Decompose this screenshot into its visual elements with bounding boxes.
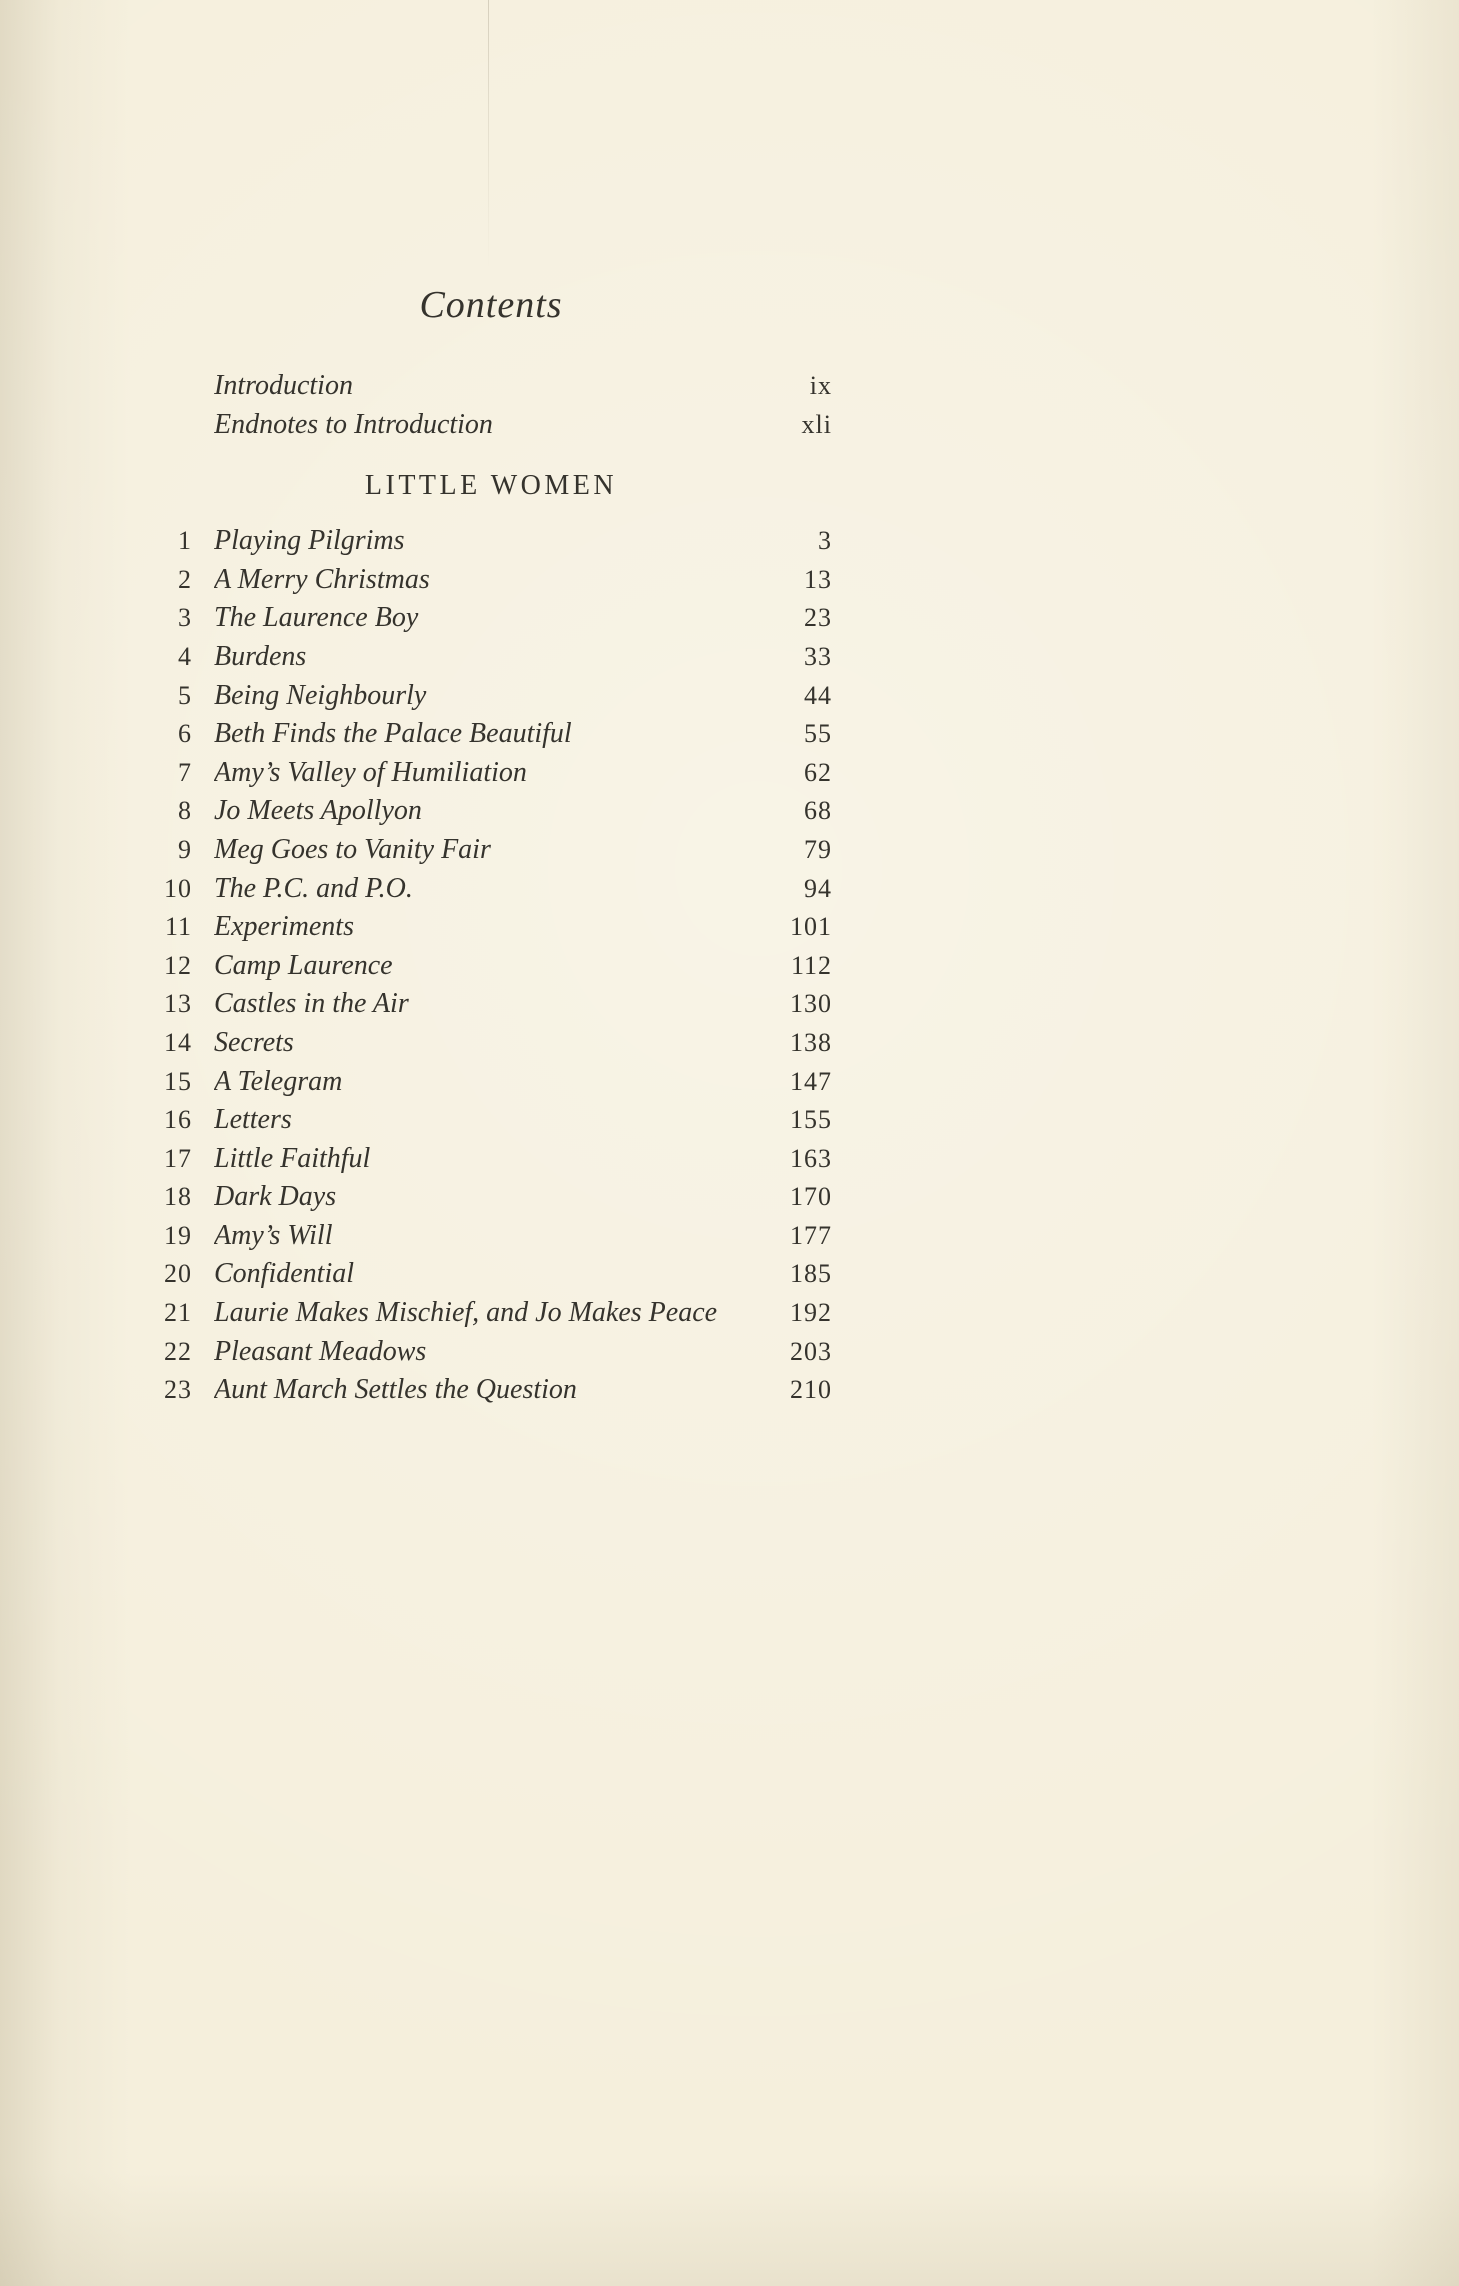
- chapter-title: Jo Meets Apollyon: [214, 795, 422, 827]
- chapter-number: 6: [178, 719, 192, 749]
- chapter-page-number: 33: [804, 641, 832, 671]
- chapter-page-number: 192: [790, 1298, 832, 1328]
- chapter-row: [150, 1178, 832, 1217]
- front-matter-row: [150, 367, 832, 406]
- chapter-title: Experiments: [214, 911, 354, 943]
- chapter-row: [150, 1024, 832, 1063]
- chapter-title: A Merry Christmas: [214, 563, 430, 595]
- chapter-title: Little Faithful: [214, 1142, 371, 1174]
- front-matter-page-number: ix: [809, 371, 832, 400]
- chapter-title: Laurie Makes Mischief, and Jo Makes Peace: [214, 1297, 718, 1329]
- chapter-page-number: 138: [790, 1027, 832, 1057]
- chapter-number: 7: [178, 757, 192, 787]
- chapter-row: [150, 638, 832, 677]
- chapter-title: A Telegram: [214, 1065, 343, 1097]
- chapter-title: Meg Goes to Vanity Fair: [214, 833, 491, 865]
- chapter-row: [150, 1101, 832, 1140]
- chapter-list: [150, 522, 832, 1410]
- chapter-title: The P.C. and P.O.: [214, 872, 413, 904]
- chapter-title: Letters: [214, 1104, 292, 1136]
- front-matter-row: [150, 406, 832, 445]
- chapter-title: Amy’s Will: [214, 1219, 333, 1251]
- chapter-page-number: 101: [790, 912, 832, 942]
- chapter-row: [150, 947, 832, 986]
- chapter-page-number: 62: [804, 757, 832, 787]
- chapter-row: [150, 985, 832, 1024]
- chapter-row: [150, 561, 832, 600]
- chapter-title: Camp Laurence: [214, 949, 393, 981]
- chapter-page-number: 13: [804, 564, 832, 594]
- chapter-title: The Laurence Boy: [214, 602, 419, 634]
- chapter-number: 13: [164, 989, 192, 1019]
- chapter-page-number: 55: [804, 719, 832, 749]
- chapter-row: [150, 1294, 832, 1333]
- section-heading: LITTLE WOMEN: [364, 470, 618, 502]
- front-matter-list: [150, 367, 832, 444]
- chapter-number: 12: [164, 950, 192, 980]
- chapter-page-number: 170: [790, 1182, 832, 1212]
- chapter-page-number: 68: [804, 796, 832, 826]
- front-matter-page-number: xli: [801, 409, 832, 439]
- chapter-title: Playing Pilgrims: [214, 525, 405, 557]
- chapter-number: 19: [164, 1220, 192, 1250]
- chapter-page-number: 130: [790, 989, 832, 1019]
- chapter-row: [150, 1063, 832, 1102]
- chapter-page-number: 23: [804, 603, 832, 633]
- chapter-title: Beth Finds the Palace Beautiful: [214, 718, 572, 750]
- chapter-number: 14: [164, 1027, 192, 1057]
- chapter-title: Aunt March Settles the Question: [214, 1374, 577, 1406]
- contents-title: Contents: [419, 284, 563, 326]
- chapter-page-number: 112: [790, 950, 832, 980]
- chapter-page-number: 185: [790, 1259, 832, 1289]
- chapter-page-number: 79: [804, 834, 832, 864]
- chapter-row: [150, 715, 832, 754]
- chapter-page-number: 210: [790, 1375, 832, 1405]
- chapter-number: 11: [164, 912, 192, 942]
- chapter-number: 16: [164, 1105, 192, 1135]
- chapter-title: Burdens: [214, 640, 307, 672]
- chapter-page-number: 155: [790, 1105, 832, 1135]
- chapter-number: 10: [164, 873, 192, 903]
- chapter-row: [150, 1255, 832, 1294]
- chapter-row: [150, 831, 832, 870]
- front-matter-title: Endnotes to Introduction: [214, 408, 493, 440]
- chapter-number: 9: [178, 834, 192, 864]
- chapter-number: 5: [178, 680, 192, 710]
- chapter-row: [150, 754, 832, 793]
- chapter-number: 23: [164, 1375, 192, 1405]
- chapter-row: [150, 677, 832, 716]
- chapter-row: [150, 1217, 832, 1256]
- chapter-row: [150, 522, 832, 561]
- chapter-number: 1: [178, 526, 192, 556]
- chapter-page-number: 94: [804, 873, 832, 903]
- chapter-number: 20: [164, 1259, 192, 1289]
- chapter-title: Amy’s Valley of Humiliation: [214, 756, 527, 788]
- chapter-page-number: 203: [790, 1336, 832, 1366]
- chapter-number: 4: [178, 641, 192, 671]
- chapter-number: 2: [178, 564, 192, 594]
- chapter-number: 21: [164, 1298, 192, 1328]
- chapter-number: 15: [164, 1066, 192, 1096]
- chapter-row: [150, 1140, 832, 1179]
- chapter-page-number: 177: [790, 1220, 832, 1250]
- chapter-number: 8: [178, 796, 192, 826]
- chapter-row: [150, 908, 832, 947]
- chapter-row: [150, 1333, 832, 1372]
- chapter-title: Confidential: [214, 1258, 354, 1290]
- chapter-page-number: 163: [790, 1143, 832, 1173]
- front-matter-title: Introduction: [214, 370, 353, 401]
- contents-text-block: [150, 0, 832, 1410]
- chapter-title: Castles in the Air: [214, 988, 409, 1020]
- chapter-page-number: 44: [804, 680, 832, 710]
- chapter-row: [150, 1371, 832, 1410]
- chapter-page-number: 3: [818, 526, 832, 556]
- chapter-number: 17: [164, 1143, 192, 1173]
- chapter-title: Pleasant Meadows: [214, 1335, 427, 1367]
- chapter-page-number: 147: [790, 1066, 832, 1096]
- chapter-row: [150, 599, 832, 638]
- chapter-title: Dark Days: [214, 1181, 337, 1213]
- chapter-number: 22: [164, 1336, 192, 1366]
- chapter-number: 18: [164, 1182, 192, 1212]
- chapter-number: 3: [178, 603, 192, 633]
- chapter-row: [150, 870, 832, 909]
- chapter-title: Secrets: [214, 1026, 294, 1058]
- chapter-title: Being Neighbourly: [214, 679, 427, 711]
- chapter-row: [150, 792, 832, 831]
